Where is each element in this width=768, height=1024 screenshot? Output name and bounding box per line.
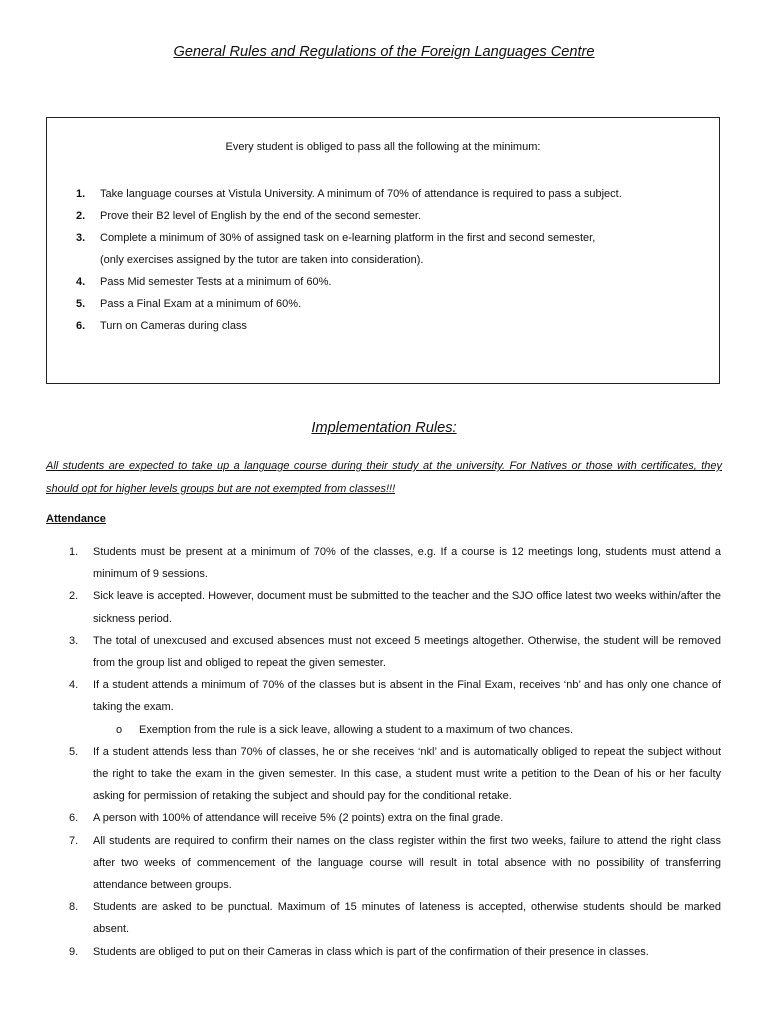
rule-text: Students are obliged to put on their Cameras in class which is part of the confirmation of their presence in classes.	[93, 945, 649, 958]
rule-item	[0, 941, 768, 963]
rule-text: The total of unexcused and excused absences must not exceed 5 meetings altogether. Otherwise, the student will be removed from the group list and obliged to repeat the given semester.	[93, 634, 721, 670]
item-text-continued: (only exercises assigned by the tutor are taken into consideration).	[100, 254, 424, 266]
rule-text: Exemption from the rule is a sick leave, allowing a student to a maximum of two chances.	[139, 723, 574, 736]
requirements-list	[47, 183, 719, 337]
rule-item	[0, 630, 768, 674]
page-title: General Rules and Regulations of the Foreign Languages Centre	[173, 44, 595, 60]
requirement-item	[47, 315, 719, 337]
requirement-item	[47, 271, 719, 293]
rule-item	[0, 896, 768, 940]
item-text: Complete a minimum of 30% of assigned task on e-learning platform in the first and second semester,	[100, 232, 596, 244]
item-number: 6.	[76, 320, 86, 332]
rule-item	[0, 674, 768, 718]
rule-text: A person with 100% of attendance will receive 5% (2 points) extra on the final grade.	[93, 812, 504, 825]
rule-text: If a student attends less than 70% of classes, he or she receives ‘nkl’ and is automatically obliged to repeat the subject without the right to take the exam in the given semester. In this case, a student must write a petition to the Dean of his or her faculty asking for permission of retaking the subject and should pay for the conditional retake.	[93, 745, 721, 803]
rule-number: 6.	[69, 812, 79, 825]
requirement-item	[47, 293, 719, 315]
rule-number: 7.	[69, 834, 79, 847]
rule-item	[0, 807, 768, 829]
minimum-requirements-box	[46, 117, 720, 384]
item-number: 5.	[76, 298, 86, 310]
item-number: 1.	[76, 188, 86, 200]
item-text: Prove their B2 level of English by the end of the second semester.	[100, 210, 422, 222]
rule-subitem	[0, 719, 768, 741]
requirement-item	[47, 183, 719, 205]
implementation-title: Implementation Rules:	[311, 420, 457, 436]
rule-number: 5.	[69, 745, 79, 758]
intro-paragraph: All students are expected to take up a language course during their study at the university. For Natives or those with certificates, they should opt for higher levels groups but are not exempted from classes!!!	[46, 460, 722, 495]
attendance-heading: Attendance	[46, 513, 106, 525]
bullet-icon: o	[116, 723, 123, 736]
rule-number: 3.	[69, 634, 79, 647]
rule-text: All students are required to confirm their names on the class register within the first two weeks, failure to attend the right class after two weeks of commencement of the language course will result in total absence with no possibility of transferring attendance between groups.	[93, 834, 721, 892]
item-text: Turn on Cameras during class	[100, 320, 247, 332]
item-text: Pass a Final Exam at a minimum of 60%.	[100, 298, 302, 310]
rule-number: 9.	[69, 945, 79, 958]
rule-number: 2.	[69, 590, 79, 603]
rule-item	[0, 541, 768, 585]
rule-number: 8.	[69, 901, 79, 914]
rule-item	[0, 585, 768, 629]
rule-text: If a student attends a minimum of 70% of the classes but is absent in the Final Exam, receives ‘nb’ and has only one chance of taking the exam.	[93, 679, 721, 714]
rule-number: 1.	[69, 546, 79, 558]
rule-number: 4.	[69, 679, 79, 692]
item-number: 2.	[76, 210, 86, 222]
item-number: 3.	[76, 232, 86, 244]
item-text: Take language courses at Vistula University. A minimum of 70% of attendance is required to pass a subject.	[100, 188, 622, 200]
rule-text: Students are asked to be punctual. Maximum of 15 minutes of lateness is accepted, otherwise students should be marked absent.	[93, 901, 721, 936]
rule-text: Students must be present at a minimum of 70% of the classes, e.g. If a course is 12 meetings long, students must attend a minimum of 9 sessions.	[93, 546, 721, 581]
rule-item	[0, 741, 768, 808]
rule-item	[0, 830, 768, 897]
box-intro: Every student is obliged to pass all the following at the minimum:	[225, 141, 541, 153]
attendance-rules-list	[0, 541, 768, 963]
rule-text: Sick leave is accepted. However, document must be submitted to the teacher and the SJO office latest two weeks within/after the sickness period.	[93, 590, 721, 625]
item-number: 4.	[76, 276, 86, 288]
requirement-item	[47, 227, 719, 271]
requirement-item	[47, 205, 719, 227]
item-text: Pass Mid semester Tests at a minimum of 60%.	[100, 276, 332, 288]
